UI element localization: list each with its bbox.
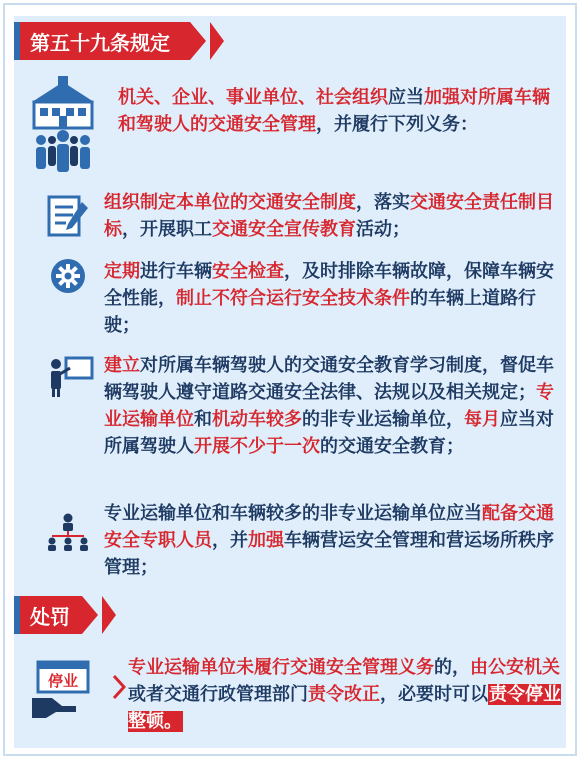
article-banner [14,22,224,60]
penalty-segment: 责令改正 [308,684,380,705]
penalty-banner [14,596,116,634]
item4-segment: ，并 [212,530,248,551]
item3-segment: 的非专业运输单位， [302,409,464,430]
document-icon [46,194,90,240]
article-title: 第五十九条规定 [20,22,190,60]
item4-segment: 专业运输单位和车辆较多的非专业运输单位应当 [104,503,482,524]
building-icon [24,72,102,180]
stop-business-label: 停业 [47,672,78,690]
penalty-text [128,654,564,735]
item2-segment: 定期 [104,261,140,282]
item1-segment: ，落实 [356,192,410,213]
item3-segment: 的交通安全教育； [320,436,464,457]
teacher-icon [46,354,94,398]
item3-segment: 对所属车辆驾驶人的交通安全教育学习制度，督促车辆驾驶人遵守道路交通安全法律、法规以及相关规定； [104,355,554,403]
people-icon [36,130,90,172]
suspend-business-icon [32,656,110,720]
penalty-segment: 责令停业整顿。 [128,684,561,732]
item1-segment: 交通安全宣传教育 [212,219,356,240]
penalty-segment: 专业运输单位未履行交通安全管理义务 [128,657,434,678]
item1-text [104,189,562,243]
item3-segment: 建立 [104,355,140,376]
item3-segment: 应当对所属驾驶人 [104,409,554,457]
item2-text [104,258,562,339]
item4-segment: 车辆营运安全管理和营运场所秩序管理； [104,530,554,578]
item1-segment: ，开展职工 [122,219,212,240]
item1-segment: 活动； [356,219,410,240]
item2-segment: ，及时排除车辆故障，保障车辆安全性能， [104,261,554,309]
chevron-right-icon [112,674,126,700]
item3-segment: 和 [194,409,212,430]
item2-segment: 进行车辆 [140,261,212,282]
item2-segment: 安全检查 [212,261,284,282]
item1-segment: 组织制定本单位的交通安全制度 [104,192,356,213]
item2-segment: 制止不符合运行安全技术条件 [176,288,410,309]
penalty-segment: 或者交通行政管理部门 [128,684,308,705]
intro-segment: ，并履行下列义务： [316,114,478,135]
item4-segment: 加强 [248,530,284,551]
banner-arrow [82,596,98,634]
penalty-segment: 由公安机关 [470,657,560,678]
item3-segment: 开展不少于一次 [194,436,320,457]
item3-segment: 每月 [464,409,500,430]
gear-icon [50,258,86,294]
banner-chevron [210,22,224,60]
item3-text [104,352,562,460]
banner-arrow [190,22,206,60]
penalty-title: 处罚 [20,596,82,634]
org-chart-icon [44,512,92,552]
item3-segment: 机动车较多 [212,409,302,430]
item4-segment: 配备交通安全专职人员 [104,503,554,551]
item4-text [104,500,562,581]
intro-text [118,84,558,138]
banner-chevron [102,596,116,634]
item3-segment: 专业运输单位 [104,382,554,430]
intro-segment: 应当 [388,87,424,108]
item1-segment: 交通安全责任制目标 [104,192,554,240]
penalty-segment: ，必要时可以 [380,684,488,705]
intro-segment: 加强对所属车辆和驾驶人的交通安全管理 [118,87,550,135]
penalty-segment: 的， [434,657,470,678]
item2-segment: 的车辆上道路行驶； [104,288,536,336]
intro-segment: 机关、企业、事业单位、社会组织 [118,87,388,108]
